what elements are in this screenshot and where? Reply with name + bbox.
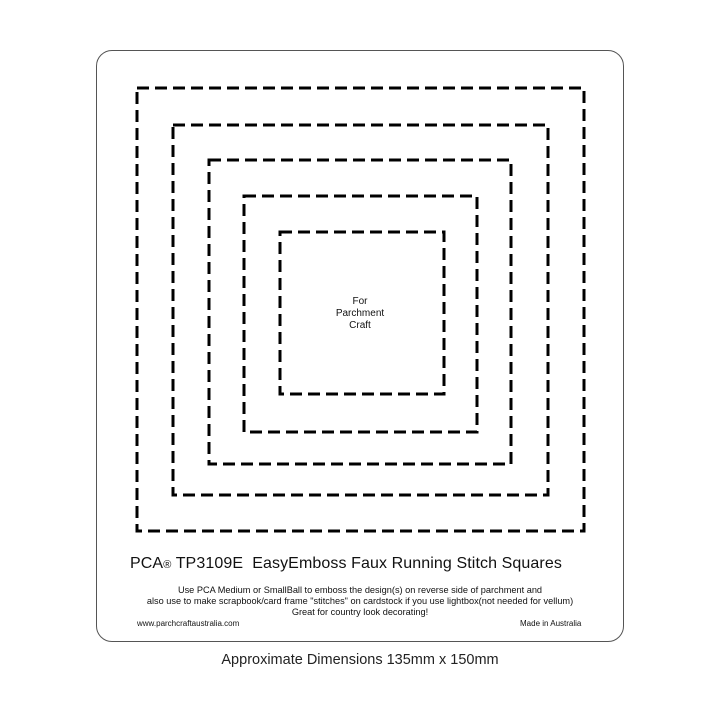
dimensions-caption: Approximate Dimensions 135mm x 150mm — [221, 652, 499, 668]
center-label-line: Craft — [349, 320, 371, 331]
registered-mark: ® — [163, 559, 172, 571]
product-name: EasyEmboss Faux Running Stitch Squares — [252, 555, 562, 572]
instruction-line: also use to make scrapbook/card frame "stitches" on cardstock if you use lightbox(not needed for vellum) — [146, 596, 574, 606]
instructions — [116, 585, 604, 618]
instruction-line: Great for country look decorating! — [291, 607, 429, 617]
made-in-label: Made in Australia — [520, 619, 582, 628]
product-title — [130, 555, 600, 573]
website-link[interactable]: www.parchcraftaustralia.com — [137, 619, 240, 628]
instruction-line: Use PCA Medium or SmallBall to emboss the design(s) on reverse side of parchment and — [177, 585, 543, 595]
center-label-line: For — [352, 296, 368, 307]
product-code: TP3109E — [175, 555, 244, 572]
brand-name: PCA — [130, 555, 164, 572]
center-label-line: Parchment — [335, 308, 385, 319]
center-label — [312, 296, 408, 332]
